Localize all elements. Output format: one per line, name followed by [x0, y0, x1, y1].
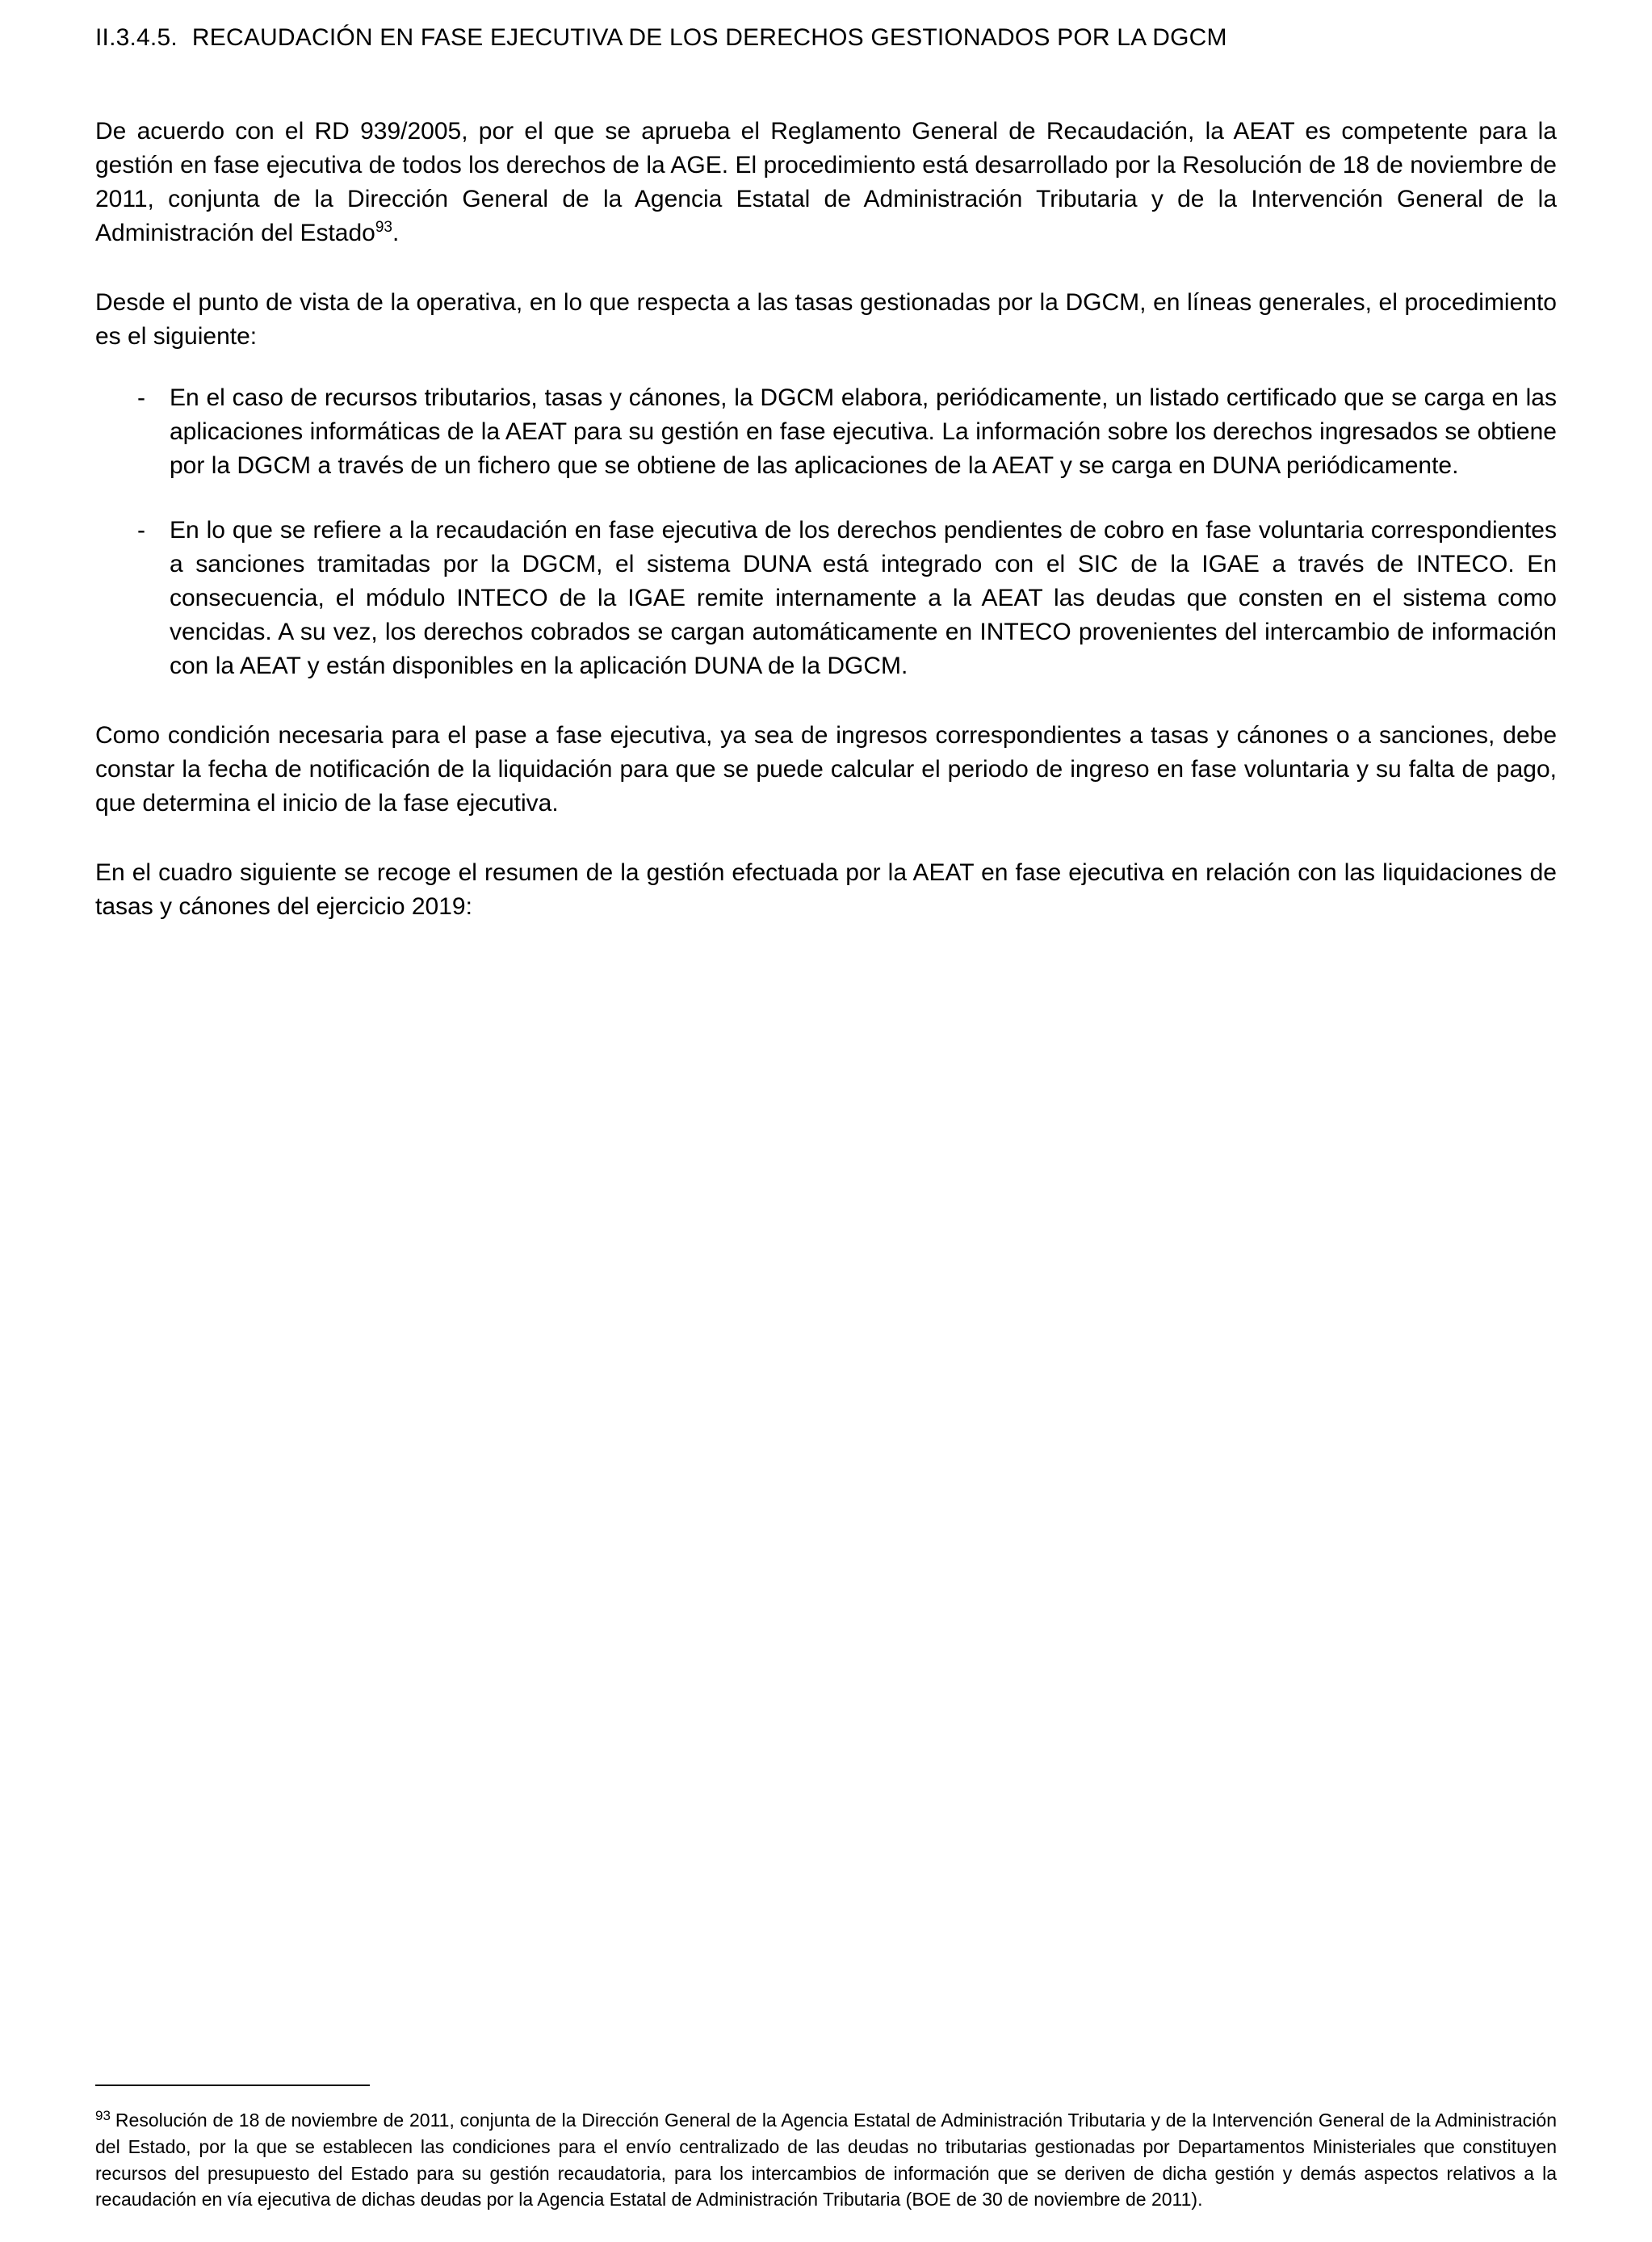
list-marker: -: [137, 384, 145, 412]
procedure-list: [95, 381, 1557, 683]
footnote-divider: [95, 2085, 370, 2086]
page-title: [95, 23, 1557, 53]
footnote-reference-93[interactable]: 93: [375, 219, 392, 237]
paragraph-operativa: Desde el punto de vista de la operativa, en lo que respecta a las tasas gestionadas por la DGCM, en líneas generales, el procedimiento es el siguiente:: [95, 289, 1557, 351]
list-item-text: En lo que se refiere a la recaudación en fase ejecutiva de los derechos pendientes de cobro en fase voluntaria correspondientes a sanciones tramitadas por la DGCM, el sistema DUNA está integrado con el SIC de la IGAE a través de INTECO. En consecuencia, el módulo INTECO de la IGAE remite internamente a la AEAT las deudas que consten en el sistema como vencidas. A su vez, los derechos cobrados se cargan automáticamente en INTECO provenientes del intercambio de información con la AEAT y están disponibles en la aplicación DUNA de la DGCM.: [170, 517, 1557, 680]
section-number: II.3.4.5.: [95, 24, 178, 51]
paragraph-cuadro: En el cuadro siguiente se recoge el resumen de la gestión efectuada por la AEAT en fase ejecutiva en relación con las liquidaciones de tasas y cánones del ejercicio 2019:: [95, 859, 1557, 921]
footnote-mark: 93: [95, 2107, 111, 2123]
list-item-text: En el caso de recursos tributarios, tasas y cánones, la DGCM elabora, periódicamente, un listado certificado que se carga en las aplicaciones informáticas de la AEAT para su gestión en fase ejecutiva. La información sobre los derechos ingresados se obtiene por la DGCM a través de un fichero que se obtiene de las aplicaciones de la AEAT y se carga en DUNA periódicamente.: [170, 384, 1557, 480]
footnote-body: Resolución de 18 de noviembre de 2011, conjunta de la Dirección General de la Agencia Estatal de Administración Tributaria y de la Intervención General de la Administración del Estado, por la que se establecen las condiciones para el envío centralizado de las deudas no tributarias gestionadas por Departamentos Ministeriales que constituyen recursos del presupuesto del Estado para su gestión recaudatoria, para los intercambios de información que se deriven de dicha gestión y demás aspectos relativos a la recaudación en vía ejecutiva de dichas deudas por la Agencia Estatal de Administración Tributaria (BOE de 30 de noviembre de 2011).: [95, 2110, 1557, 2211]
list-marker: -: [137, 517, 145, 544]
paragraph-intro-tail: .: [392, 220, 400, 247]
section-title-text: RECAUDACIÓN EN FASE EJECUTIVA DE LOS DERECHOS GESTIONADOS POR LA DGCM: [191, 24, 1227, 51]
list-item: [95, 514, 1557, 683]
footnote-93: [95, 2107, 1557, 2213]
list-item: [95, 381, 1557, 483]
footnote-area: [95, 2085, 1557, 2213]
paragraph-intro: [95, 115, 1557, 250]
paragraph-condicion: Como condición necesaria para el pase a fase ejecutiva, ya sea de ingresos correspondientes a tasas y cánones o a sanciones, debe constar la fecha de notificación de la liquidación para que se puede calcular el periodo de ingreso en fase voluntaria y su falta de pago, que determina el inicio de la fase ejecutiva.: [95, 722, 1557, 817]
paragraph-intro-text: De acuerdo con el RD 939/2005, por el que se aprueba el Reglamento General de Recaudación, la AEAT es competente para la gestión en fase ejecutiva de todos los derechos de la AGE. El procedimiento está desarrollado por la Resolución de 18 de noviembre de 2011, conjunta de la Dirección General de la Agencia Estatal de Administración Tributaria y de la Intervención General de la Administración del Estado: [95, 118, 1557, 247]
